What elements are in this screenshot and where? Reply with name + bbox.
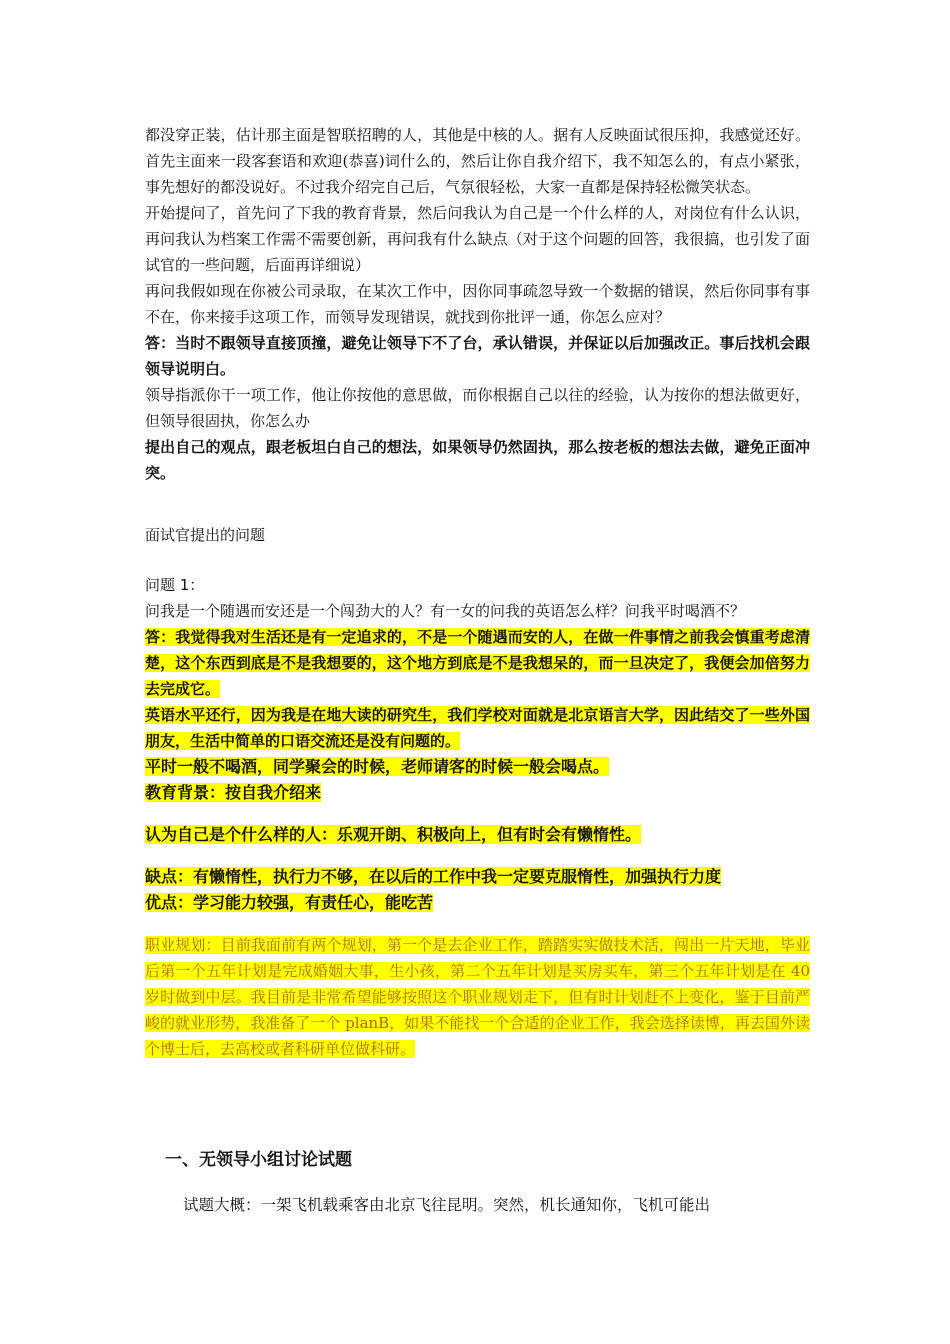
paragraph-question-leader: 领导指派你干一项工作，他让你按他的意思做，而你根据自己以往的经验，认为按你的想法做更好，但领导很固执，你怎么办 <box>145 386 810 430</box>
paragraph-intro: 都没穿正装，估计那主面是智联招聘的人，其他是中核的人。据有人反映面试很压抑，我感觉还好。首先主面来一段客套语和欢迎(恭喜)词什么的，然后让你自我介绍下，我不知怎么的，有点小紧张，事先想好的都没说好。不过我介绍完自己后，气氛很轻松，大家一直都是保持轻松微笑状态。 <box>145 126 810 196</box>
answer-drinking: 平时一般不喝酒，同学聚会的时候，老师请客的时候一般会喝点。 <box>145 757 610 776</box>
question-1-block <box>145 572 810 1062</box>
question-1-text: 问我是一个随遇而安还是一个闯劲大的人？有一女的问我的英语怎么样？问我平时喝酒不？ <box>145 602 746 620</box>
interview-notes-top <box>145 122 810 486</box>
answer-personality: 答：我觉得我对生活还是有一定追求的，不是一个随遇而安的人，在做一件事情之前我会慎重考虑清楚，这个东西到底是不是我想要的，这个地方到底是不是我想呆的，而一旦决定了，我便会加倍努力去完成它。 <box>145 628 810 698</box>
paragraph-questions-start: 开始提问了，首先问了下我的教育背景，然后问我认为自己是一个什么样的人，对岗位有什么认识，再问我认为档案工作需不需要创新，再问我有什么缺点（对于这个问题的回答，我很搞，也引发了面试官的一些问题，后面再详细说） <box>145 204 810 274</box>
answer-english: 英语水平还行，因为我是在地大读的研究生，我们学校对面就是北京语言大学，因此结交了一些外国朋友，生活中简单的口语交流还是没有问题的。 <box>145 706 810 750</box>
paragraph-answer-error: 答：当时不跟领导直接顶撞，避免让领导下不了台，承认错误，并保证以后加强改正。事后找机会跟领导说明白。 <box>145 334 810 378</box>
answer-strengths: 优点：学习能力较强，有责任心，能吃苦 <box>145 893 434 912</box>
section-text: 试题大概：一架飞机载乘客由北京飞往昆明。突然，机长通知你，飞机可能出 <box>183 1196 711 1214</box>
interviewer-questions-heading: 面试官提出的问题 <box>145 526 266 544</box>
section-title: 一、无领导小组讨论试题 <box>165 1150 352 1170</box>
paragraph-question-error: 再问我假如现在你被公司录取，在某次工作中，因你同事疏忽导致一个数据的错误，然后你同事有事不在，你来接手这项工作，而领导发现错误，就找到你批评一通，你怎么应对？ <box>145 282 810 326</box>
question-1-label: 问题 1： <box>145 576 205 594</box>
answer-weaknesses: 缺点：有懒惰性，执行力不够，在以后的工作中我一定要克服惰性，加强执行力度 <box>145 867 722 886</box>
interviewer-questions-heading-block <box>145 522 810 548</box>
answer-career-plan: 职业规划：目前我面前有两个规划，第一个是去企业工作，踏踏实实做技术活，闯出一片天地，毕业后第一个五年计划是完成婚姻大事，生小孩，第二个五年计划是买房买车，第三个五年计划是在 40 岁时做到中层。我目前是非常希望能够按照这个职业规划走下，但有时计划赶不上变化，鉴于目前严峻的就业形势，我准备了一个 planB，如果不能找一个合适的企业工作，我会选择读博，再去国外读个博士后，去高校或者科研单位做科研。 <box>145 936 810 1058</box>
answer-education: 教育背景：按自我介绍来 <box>145 783 322 802</box>
paragraph-answer-leader: 提出自己的观点，跟老板坦白自己的想法，如果领导仍然固执，那么按老板的想法去做，避免正面冲突。 <box>145 438 810 482</box>
answer-self-view: 认为自己是个什么样的人：乐观开朗、积极向上，但有时会有懒惰性。 <box>145 825 642 844</box>
